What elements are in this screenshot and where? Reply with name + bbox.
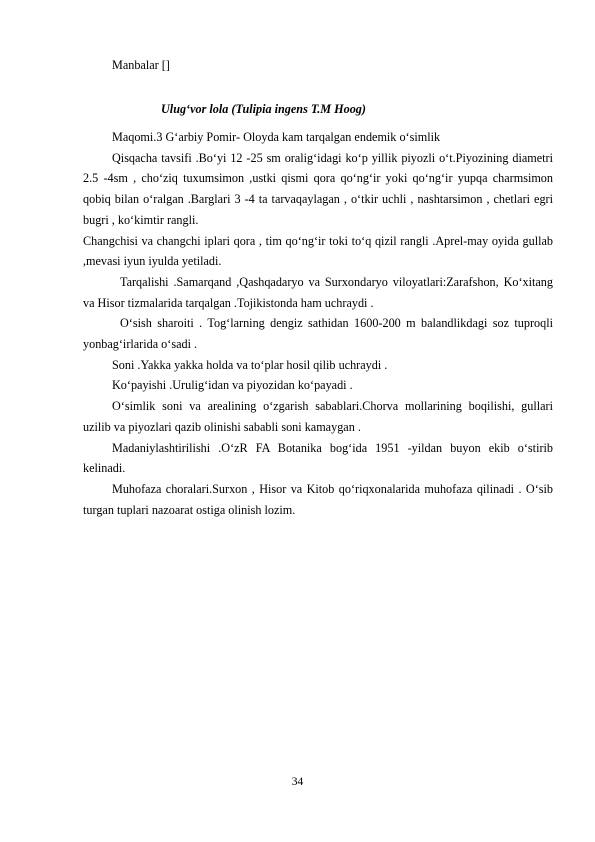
page-number: 34 (291, 776, 304, 788)
habitat-paragraph: O‘sish sharoiti . Tog‘larning dengiz sathidan 1600-200 m balandlikdagi soz tuproqli yonbag‘irlarida o‘sadi . (83, 316, 553, 352)
body-text (83, 127, 553, 520)
cultivation-paragraph: Madaniylashtirilishi .O‘zR FA Botanika bog‘ida 1951 -yildan buyon ekib o‘stirib kelinadi. (83, 440, 553, 476)
sources-heading: Manbalar [] (112, 58, 170, 72)
abundance-paragraph: Soni .Yakka yakka holda va to‘plar hosil qilib uchraydi . (112, 357, 388, 372)
protection-paragraph: Muhofaza choralari.Surxon , Hisor va Kitob qo‘riqxonalarida muhofaza qilinadi . O‘sib turgan tuplari nazoarat ostiga olinish lozim. (83, 481, 553, 517)
status-paragraph: Maqomi.3 G‘arbiy Pomir- Oloyda kam tarqalgan endemik o‘simlik (112, 130, 441, 144)
flowering-paragraph: Changchisi va changchi iplari qora , tim qo‘ng‘ir toki to‘q qizil rangli .Aprel-may oyida gullab ,mevasi iyun iyulda yetiladi. (83, 233, 553, 269)
description-paragraph: Qisqacha tavsifi .Bo‘yi 12 -25 sm oralig‘idagi ko‘p yillik piyozli o‘t.Piyozining diametri 2.5 -4sm , cho‘ziq tuxumsimon ,ustki qismi qora qo‘ng‘ir yoki qo‘ng‘ir yupqa charmsimon qobiq bilan o‘ralgan .Barglari 3 -4 ta tarvaqaylagan , o‘tkir uchli , nashtarsimon , chetlari egri bugri , ko‘kimtir rangli. (83, 150, 553, 227)
distribution-paragraph: Tarqalishi .Samarqand ,Qashqadaryo va Surxondaryo viloyatlari:Zarafshon, Ko‘xitang va Hisor tizmalarida tarqalgan .Tojikistonda ham uchraydi . (83, 274, 553, 310)
species-title: Ulug‘vor lola (Tulipia ingens T.M Hoog) (161, 102, 366, 116)
reproduction-paragraph: Ko‘payishi .Urulig‘idan va piyozidan ko‘payadi . (112, 378, 353, 393)
decline-causes-paragraph: O‘simlik soni va arealining o‘zgarish sabablari.Chorva mollarining boqilishi, gullari uzilib va piyozlari qazib olinishi sababli soni kamaygan . (83, 399, 553, 434)
